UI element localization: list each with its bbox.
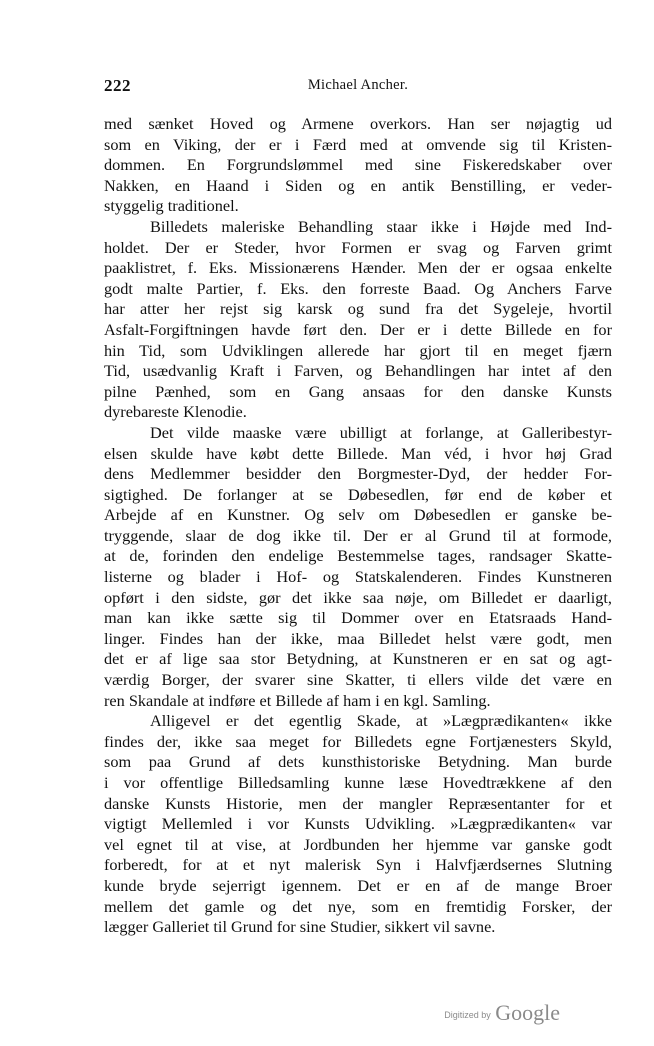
page-number: 222 — [104, 76, 131, 95]
text-line: lægger Galleriet til Grund for sine Studier, sikkert vil savne. — [104, 917, 496, 937]
text-line: Tid, usædvanlig Kraft i Farven, og Behandlingen har intet af den — [104, 361, 612, 381]
text-line: linger. Findes han der ikke, maa Billedet helst være godt, men — [104, 628, 612, 648]
text-line: holdet. Der er Steder, hvor Formen er svag og Farven grimt — [104, 237, 612, 257]
text-line: opført i den sidste, gør det ikke saa nøje, om Billedet er daarligt, — [104, 587, 612, 607]
text-line: har atter her rejst sig karsk og sund fra det Sygeleje, hvortil — [104, 299, 612, 319]
text-line: Alligevel er det egentlig Skade, at »Lægprædikanten« ikke — [150, 711, 612, 731]
text-line: man kan ikke sætte sig til Dommer over en Etatsraads Hand- — [104, 608, 612, 628]
google-logo: Google — [495, 1000, 560, 1025]
text-line: dyrebareste Klenodie. — [104, 402, 247, 422]
body-text — [104, 114, 612, 938]
text-line: pilne Pænhed, som en Gang ansaas for den danske Kunsts — [104, 381, 612, 401]
text-line: Nakken, en Haand i Siden og en antik Benstilling, er veder- — [104, 175, 612, 195]
text-line: vel egnet til at vise, at Jordbunden her hjemme var ganske godt — [104, 834, 612, 854]
text-line: sigtighed. De forlanger at se Døbesedlen, før end de køber et — [104, 484, 612, 504]
text-line: dommen. En Forgrundslømmel med sine Fiskeredskaber over — [104, 155, 612, 175]
text-line: det er af lige saa stor Betydning, at Kunstneren er en sat og agt- — [104, 649, 612, 669]
text-line: Asfalt-Forgiftningen havde ført den. Der er i dette Billede en for — [104, 319, 612, 339]
text-line: at de, forinden den endelige Bestemmelse tages, randsager Skatte- — [104, 546, 612, 566]
text-line: paaklistret, f. Eks. Missionærens Hænder. Men der er ogsaa enkelte — [104, 258, 612, 278]
paragraph — [104, 711, 612, 938]
text-line: Arbejde af en Kunstner. Og selv om Døbesedlen er ganske be- — [104, 505, 612, 525]
paragraph — [104, 114, 612, 217]
text-line: elsen skulde have købt dette Billede. Man véd, i hvor høj Grad — [104, 443, 612, 463]
text-line: styggelig traditionel. — [104, 196, 239, 216]
text-line: findes der, ikke saa meget for Billedets egne Fortjænesters Skyld, — [104, 731, 612, 751]
text-line: som paa Grund af dets kunsthistoriske Betydning. Man burde — [104, 752, 612, 772]
text-line: kunde bryde sejerrigt igennem. Det er en af de mange Broer — [104, 875, 612, 895]
text-line: som en Viking, der er i Færd med at omvende sig til Kristen- — [104, 134, 612, 154]
text-line: mellem det gamle og det nye, som en fremtidig Forsker, der — [104, 896, 612, 916]
paragraph — [104, 217, 612, 423]
text-line: vigtigt Mellemled i vor Kunsts Udvikling. »Lægprædikanten« var — [104, 814, 612, 834]
page-header — [104, 76, 612, 100]
text-line: ren Skandale at indføre et Billede af ham i en kgl. Samling. — [104, 690, 491, 710]
text-line: Det vilde maaske være ubilligt at forlange, at Galleribestyr- — [150, 422, 612, 442]
paragraph — [104, 423, 612, 711]
digitized-watermark — [444, 1000, 560, 1026]
text-line: med sænket Hoved og Armene overkors. Han ser nøjagtig ud — [104, 114, 612, 133]
text-line: danske Kunsts Historie, men der mangler Repræsentanter for et — [104, 793, 612, 813]
text-line: dens Medlemmer besidder den Borgmester-Dyd, der hedder For- — [104, 464, 612, 484]
text-line: listerne og blader i Hof- og Statskalenderen. Findes Kunstneren — [104, 567, 612, 587]
running-title: Michael Ancher. — [307, 77, 409, 93]
text-line: Billedets maleriske Behandling staar ikke i Højde med Ind- — [150, 216, 612, 236]
text-line: tryggende, slaar de dog ikke til. Der er al Grund til at formode, — [104, 525, 612, 545]
text-line: godt malte Partier, f. Eks. den forreste Baad. Og Anchers Farve — [104, 278, 612, 298]
digitized-by-label: Digitized by — [444, 1010, 491, 1020]
text-line: hin Tid, som Udviklingen allerede har gjort til en meget fjærn — [104, 340, 612, 360]
text-line: i vor offentlige Billedsamling kunne læse Hovedtrækkene af den — [104, 773, 612, 792]
text-line: værdig Borger, der svarer sine Skatter, ti ellers vilde det være en — [104, 670, 612, 690]
text-line: forberedt, for at et nyt malerisk Syn i Halvfjærdsernes Slutning — [104, 855, 612, 875]
